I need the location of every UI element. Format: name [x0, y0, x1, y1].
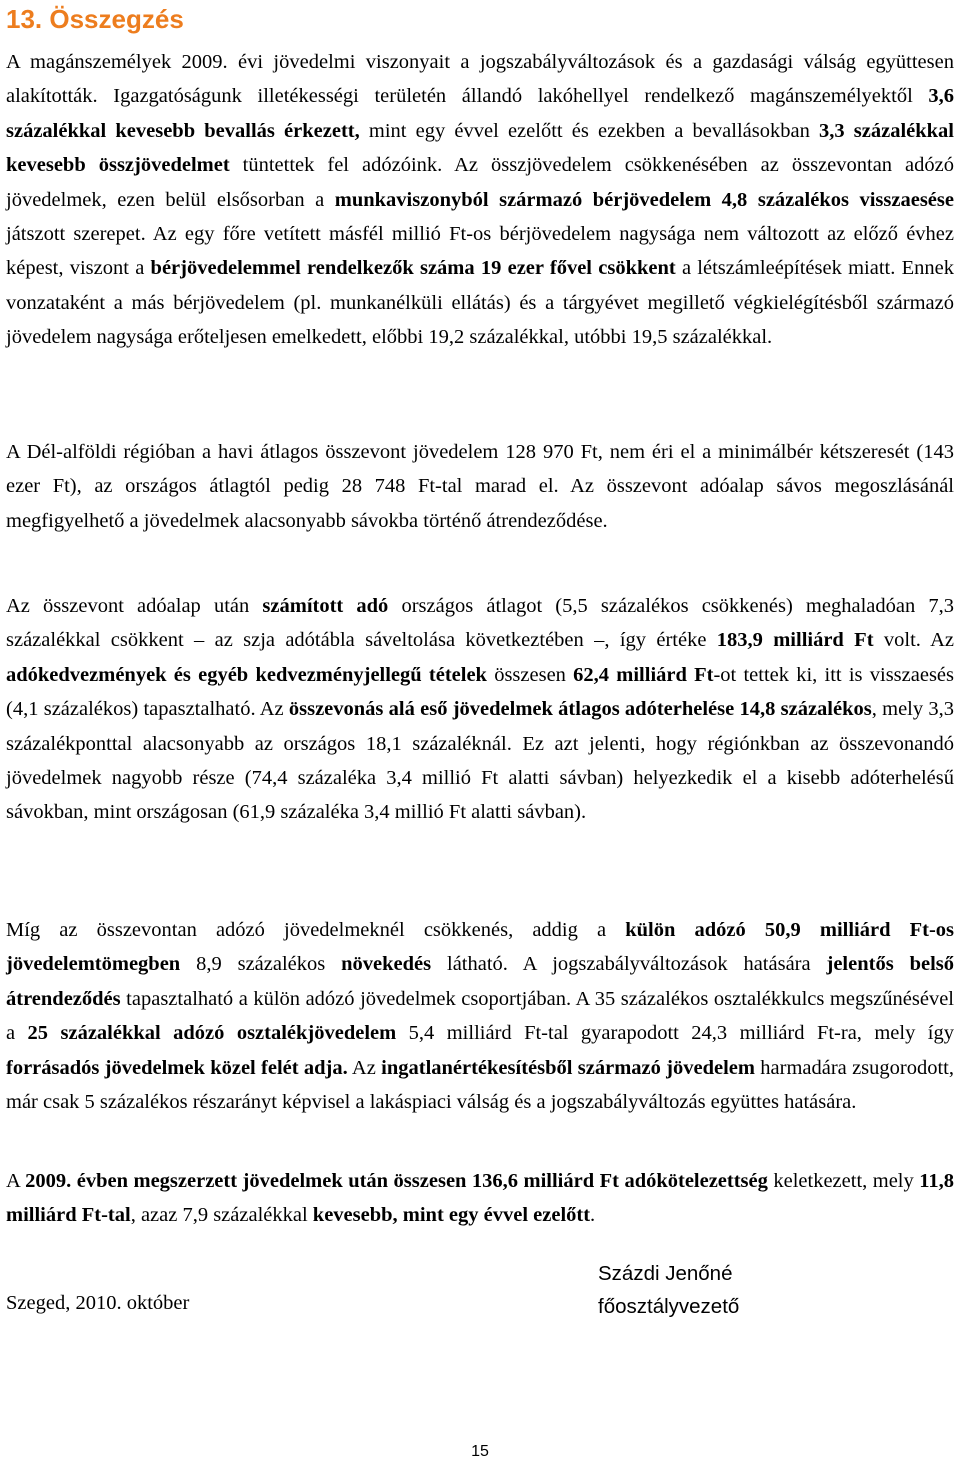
- text-run: volt. Az: [873, 629, 954, 652]
- signatory-name: Százdi Jenőné: [598, 1262, 733, 1285]
- text-run: tapasztalható a külön adózó jövedelmek csoportjában. A 35 százalékos osztalékkulcs megszűnésével a: [6, 987, 954, 1045]
- emphasized-text: növekedés: [341, 953, 432, 976]
- emphasized-text: 25 százalékkal adózó osztalékjövedelem: [27, 1022, 397, 1045]
- text-run: , mely 3,3 százalékponttal alacsonyabb az országos 18,1 százaléknál. Ez azt jelenti, hogy régiónkban az összevonandó jövedelmek nagyobb része (74,4 százaléka 3,4 millió Ft alatti sávban) helyezkedik el a kisebb adóterhelésű sávokban, mint országosan (61,9 százaléka 3,4 millió Ft alatti sávban).: [6, 698, 954, 824]
- text-run: játszott szerepet. Az egy főre vetített másfél millió Ft-os bérjövedelem nagysága nem változott az előző évhez képest, viszont a: [6, 223, 954, 280]
- text-run: Az: [347, 1056, 382, 1079]
- signatory-role: főosztályvezető: [598, 1295, 740, 1318]
- text-run: harmadára zsugorodott, már csak 5 százalékos részarányt képvisel a lakáspiaci válság és a jogszabályváltozás együttes hatására.: [6, 1056, 954, 1114]
- summary-paragraph-4: [6, 913, 954, 1119]
- text-run: 5,4 milliárd Ft-tal gyarapodott 24,3 milliárd Ft-ra, mely így: [396, 1022, 954, 1045]
- emphasized-text: 11,8 milliárd Ft-tal: [6, 1170, 954, 1227]
- emphasized-text: 62,4 milliárd Ft: [573, 663, 714, 686]
- text-run: 8,9 százalékos: [180, 953, 342, 976]
- emphasized-text: munkaviszonyból származó bérjövedelem 4,8 százalékos visszaesése: [334, 188, 954, 211]
- emphasized-text: 2009. évben megszerzett jövedelmek után összesen 136,6 milliárd Ft adókötelezettség: [25, 1170, 768, 1192]
- emphasized-text: forrásadós jövedelmek közel felét adja.: [6, 1056, 348, 1079]
- summary-paragraph-5: [6, 1164, 954, 1233]
- signature-block: [598, 1257, 739, 1323]
- text-run: A Dél-alföldi régióban a havi átlagos összevont jövedelem 128 970 Ft, nem éri el a minimálbér kétszeresét (143 ezer Ft), az országos átlagtól pedig 28 748 Ft-tal marad el. Az összevont adóalap sávos megoszlásánál megfigyelhető a jövedelmek alacsonyabb sávokba történő átrendeződése.: [6, 441, 954, 532]
- emphasized-text: 3,3 százalékkal kevesebb összjövedelmet: [6, 119, 954, 177]
- text-run: -ot tettek ki, itt is visszaesés (4,1 százalékos) tapasztalható. Az: [6, 663, 955, 721]
- text-run: mint egy évvel ezelőtt és ezekben a bevallásokban: [359, 119, 819, 142]
- text-run: keletkezett, mely: [767, 1170, 920, 1192]
- page-number: 15: [471, 1443, 489, 1460]
- emphasized-text: kevesebb, mint egy évvel ezelőtt: [312, 1204, 591, 1227]
- section-heading: 13. Összegzés: [6, 4, 184, 34]
- emphasized-text: külön adózó 50,9 milliárd Ft-os jövedelemtömegben: [6, 919, 954, 976]
- text-run: Míg az összevontan adózó jövedelmeknél csökkenés, addig a: [6, 919, 626, 941]
- emphasized-text: összevonás alá eső jövedelmek átlagos adóterhelése 14,8 százalékos: [288, 698, 872, 721]
- emphasized-text: 3,6 százalékkal kevesebb bevallás érkezett,: [6, 85, 954, 142]
- emphasized-text: ingatlanértékesítésből származó jövedelem: [381, 1056, 755, 1079]
- summary-paragraph-2: [6, 435, 954, 538]
- emphasized-text: számított adó: [262, 595, 389, 617]
- text-run: látható. A jogszabályváltozások hatására: [431, 953, 827, 976]
- text-run: A magánszemélyek 2009. évi jövedelmi viszonyait a jogszabályváltozások és a gazdasági válság együttesen alakították. Igazgatóságunk illetékességi területén állandó lakóhellyel rendelkező magánszemélyektől: [6, 51, 954, 108]
- text-run: .: [590, 1204, 596, 1227]
- text-run: A: [6, 1170, 26, 1192]
- summary-paragraph-1: [6, 45, 954, 355]
- text-run: Az összevont adóalap után: [6, 595, 263, 617]
- text-run: a létszámleépítések miatt. Ennek vonzataként a más bérjövedelem (pl. munkanélküli ellátás) és a tárgyévet megillető végkielégítésből származó jövedelem nagysága erőteljesen emelkedett, előbbi 19,2 százalékkal, utóbbi 19,5 százalékkal.: [6, 257, 954, 349]
- emphasized-text: jelentős belső átrendeződés: [6, 953, 954, 1010]
- emphasized-text: adókedvezmények és egyéb kedvezményjellegű tételek: [6, 663, 487, 686]
- text-run: országos átlagot (5,5 százalékos csökkenés) meghaladóan 7,3 százalékkal csökkent – az szja adótábla sáveltolása következtében –, így értéke: [6, 595, 954, 652]
- text-run: összesen: [486, 663, 574, 686]
- summary-paragraph-3: [6, 589, 954, 830]
- emphasized-text: 183,9 milliárd Ft: [716, 629, 874, 652]
- text-run: tüntettek fel adózóink. Az összjövedelem csökkenésében az összevontan adózó jövedelmek, ezen belül elsősorban a: [6, 154, 955, 211]
- text-run: , azaz 7,9 százalékkal: [130, 1204, 313, 1227]
- emphasized-text: bérjövedelemmel rendelkezők száma 19 ezer fővel csökkent: [150, 257, 676, 280]
- dateline: Szeged, 2010. október: [6, 1292, 190, 1314]
